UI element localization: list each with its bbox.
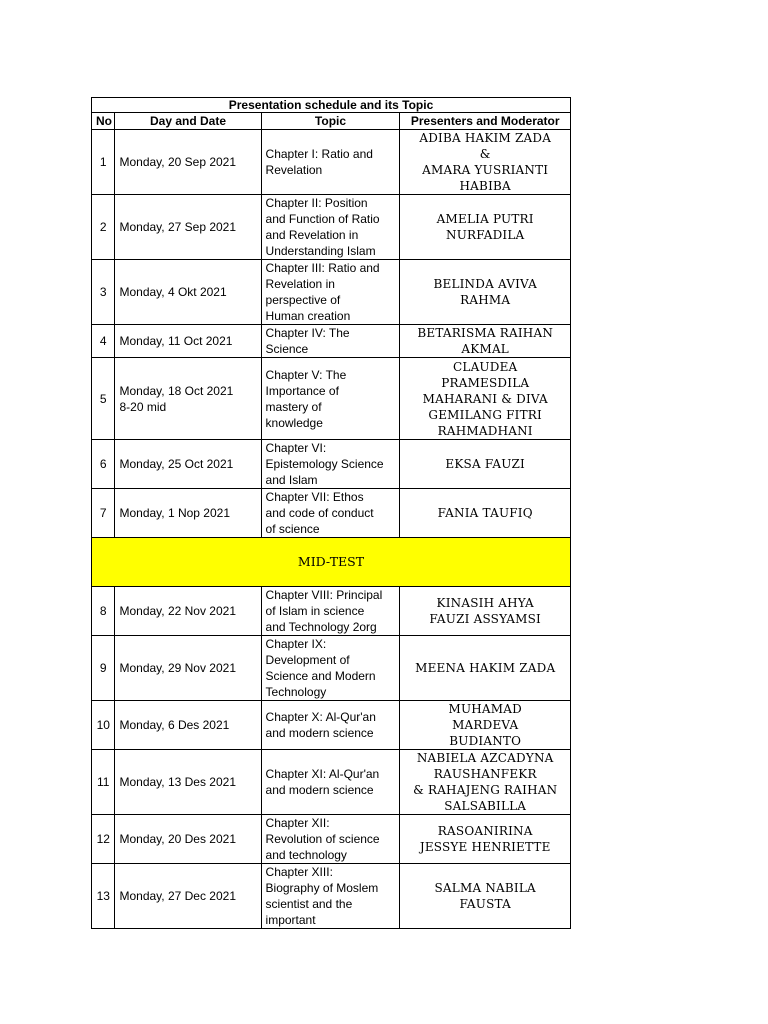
row-day bbox=[115, 440, 261, 489]
row-day-text: Monday, 20 Sep 2021 bbox=[119, 155, 237, 169]
row-no: 6 bbox=[92, 440, 115, 489]
row-presenters bbox=[400, 325, 571, 358]
row-day-text: Monday, 29 Nov 2021 bbox=[119, 661, 237, 675]
row-presenters-text: BELINDA AVIVA RAHMA bbox=[433, 277, 537, 307]
row-day-text: Monday, 20 Des 2021 bbox=[119, 832, 237, 846]
header-no: No bbox=[92, 113, 115, 130]
row-topic bbox=[261, 260, 400, 325]
row-presenters-text: MUHAMAD MARDEVA BUDIANTO bbox=[448, 702, 522, 748]
row-topic bbox=[261, 701, 400, 750]
row-presenters bbox=[400, 489, 571, 538]
row-no: 9 bbox=[92, 636, 115, 701]
row-presenters-text: FANIA TAUFIQ bbox=[437, 506, 533, 520]
row-topic-text: Chapter X: Al-Qur'an and modern science bbox=[265, 710, 376, 740]
row-no: 13 bbox=[92, 864, 115, 929]
table-row bbox=[92, 440, 571, 489]
row-no: 5 bbox=[92, 358, 115, 440]
row-no: 2 bbox=[92, 195, 115, 260]
row-topic bbox=[261, 815, 400, 864]
row-presenters bbox=[400, 864, 571, 929]
row-presenters bbox=[400, 636, 571, 701]
row-topic bbox=[261, 440, 400, 489]
row-day bbox=[115, 587, 261, 636]
row-presenters-text: BETARISMA RAIHAN AKMAL bbox=[417, 326, 554, 356]
row-presenters-text: KINASIH AHYA FAUZI ASSYAMSI bbox=[429, 596, 541, 626]
row-no: 8 bbox=[92, 587, 115, 636]
row-topic-text: Chapter VIII: Principal of Islam in science and Technology 2org bbox=[265, 588, 383, 634]
mid-test-label: MID-TEST bbox=[92, 538, 571, 587]
row-presenters bbox=[400, 815, 571, 864]
row-topic-text: Chapter XII: Revolution of science and technology bbox=[265, 816, 380, 862]
row-presenters-text: AMELIA PUTRI NURFADILA bbox=[436, 212, 534, 242]
row-presenters-text: CLAUDEA PRAMESDILA MAHARANI & DIVA GEMILANG FITRI RAHMADHANI bbox=[422, 359, 548, 438]
table-row bbox=[92, 636, 571, 701]
row-topic-text: Chapter III: Ratio and Revelation in perspective of Human creation bbox=[265, 261, 380, 323]
row-day bbox=[115, 195, 261, 260]
row-presenters-text: EKSA FAUZI bbox=[445, 457, 525, 471]
row-day-text: Monday, 13 Des 2021 bbox=[119, 775, 237, 789]
row-day-text: Monday, 4 Okt 2021 bbox=[119, 285, 227, 299]
row-day-text: Monday, 11 Oct 2021 bbox=[119, 334, 233, 348]
row-topic bbox=[261, 130, 400, 195]
table-row bbox=[92, 750, 571, 815]
row-topic-text: Chapter I: Ratio and Revelation bbox=[265, 147, 373, 177]
header-day-and-date: Day and Date bbox=[115, 113, 261, 130]
table-row bbox=[92, 260, 571, 325]
row-no: 7 bbox=[92, 489, 115, 538]
header-presenters: Presenters and Moderator bbox=[400, 113, 571, 130]
row-topic bbox=[261, 489, 400, 538]
row-no: 3 bbox=[92, 260, 115, 325]
row-no: 1 bbox=[92, 130, 115, 195]
row-presenters bbox=[400, 260, 571, 325]
row-topic-text: Chapter VI: Epistemology Science and Islam bbox=[265, 441, 384, 487]
row-topic-text: Chapter IX: Development of Science and Modern Technology bbox=[265, 637, 376, 699]
row-day-text: Monday, 27 Dec 2021 bbox=[119, 889, 237, 903]
row-topic bbox=[261, 325, 400, 358]
row-day bbox=[115, 815, 261, 864]
row-day bbox=[115, 130, 261, 195]
row-presenters bbox=[400, 440, 571, 489]
row-topic-text: Chapter V: The Importance of mastery of knowledge bbox=[265, 367, 347, 430]
schedule-table bbox=[91, 97, 571, 929]
header-row bbox=[92, 113, 571, 130]
row-topic-text: Chapter XIII: Biography of Moslem scientist and the important bbox=[265, 865, 379, 927]
row-presenters bbox=[400, 750, 571, 815]
row-day-text: Monday, 6 Des 2021 bbox=[119, 718, 230, 732]
row-topic bbox=[261, 358, 400, 440]
row-day-text: Monday, 22 Nov 2021 bbox=[119, 604, 237, 618]
row-presenters bbox=[400, 701, 571, 750]
row-day bbox=[115, 864, 261, 929]
row-topic bbox=[261, 864, 400, 929]
row-day-text: Monday, 1 Nop 2021 bbox=[119, 506, 231, 520]
table-row bbox=[92, 325, 571, 358]
table-row bbox=[92, 130, 571, 195]
row-topic bbox=[261, 636, 400, 701]
header-topic: Topic bbox=[261, 113, 400, 130]
table-title-row bbox=[92, 98, 571, 113]
row-presenters bbox=[400, 587, 571, 636]
row-day bbox=[115, 489, 261, 538]
row-day bbox=[115, 701, 261, 750]
row-presenters-text: RASOANIRINA JESSYE HENRIETTE bbox=[419, 824, 551, 854]
row-day bbox=[115, 325, 261, 358]
row-topic bbox=[261, 750, 400, 815]
row-day bbox=[115, 636, 261, 701]
table-row bbox=[92, 701, 571, 750]
row-day bbox=[115, 750, 261, 815]
table-row bbox=[92, 358, 571, 440]
row-day-text: Monday, 27 Sep 2021 bbox=[119, 220, 237, 234]
row-topic-text: Chapter XI: Al-Qur'an and modern science bbox=[265, 767, 380, 797]
row-no: 12 bbox=[92, 815, 115, 864]
table-row bbox=[92, 815, 571, 864]
row-topic bbox=[261, 587, 400, 636]
row-no: 4 bbox=[92, 325, 115, 358]
row-day bbox=[115, 260, 261, 325]
table-title: Presentation schedule and its Topic bbox=[92, 98, 571, 113]
row-day bbox=[115, 358, 261, 440]
row-presenters-text: ADIBA HAKIM ZADA & AMARA YUSRIANTI HABIBA bbox=[419, 131, 552, 193]
table-row bbox=[92, 195, 571, 260]
table-row bbox=[92, 489, 571, 538]
table-row bbox=[92, 864, 571, 929]
row-presenters bbox=[400, 358, 571, 440]
row-presenters-text: NABIELA AZCADYNA RAUSHANFEKR & RAHAJENG RAIHAN SALSABILLA bbox=[413, 751, 558, 813]
row-topic-text: Chapter II: Position and Function of Ratio and Revelation in Understanding Islam bbox=[265, 196, 380, 258]
row-presenters-text: SALMA NABILA FAUSTA bbox=[434, 881, 536, 911]
row-topic-text: Chapter IV: The Science bbox=[265, 326, 350, 356]
mid-test-row bbox=[92, 538, 571, 587]
row-presenters bbox=[400, 195, 571, 260]
row-presenters bbox=[400, 130, 571, 195]
row-day-text: Monday, 18 Oct 2021 8-20 mid bbox=[119, 383, 234, 414]
row-day-text: Monday, 25 Oct 2021 bbox=[119, 457, 234, 471]
row-topic-text: Chapter VII: Ethos and code of conduct of science bbox=[265, 490, 374, 536]
row-presenters-text: MEENA HAKIM ZADA bbox=[415, 661, 556, 675]
row-no: 10 bbox=[92, 701, 115, 750]
row-no: 11 bbox=[92, 750, 115, 815]
table-row bbox=[92, 587, 571, 636]
row-topic bbox=[261, 195, 400, 260]
